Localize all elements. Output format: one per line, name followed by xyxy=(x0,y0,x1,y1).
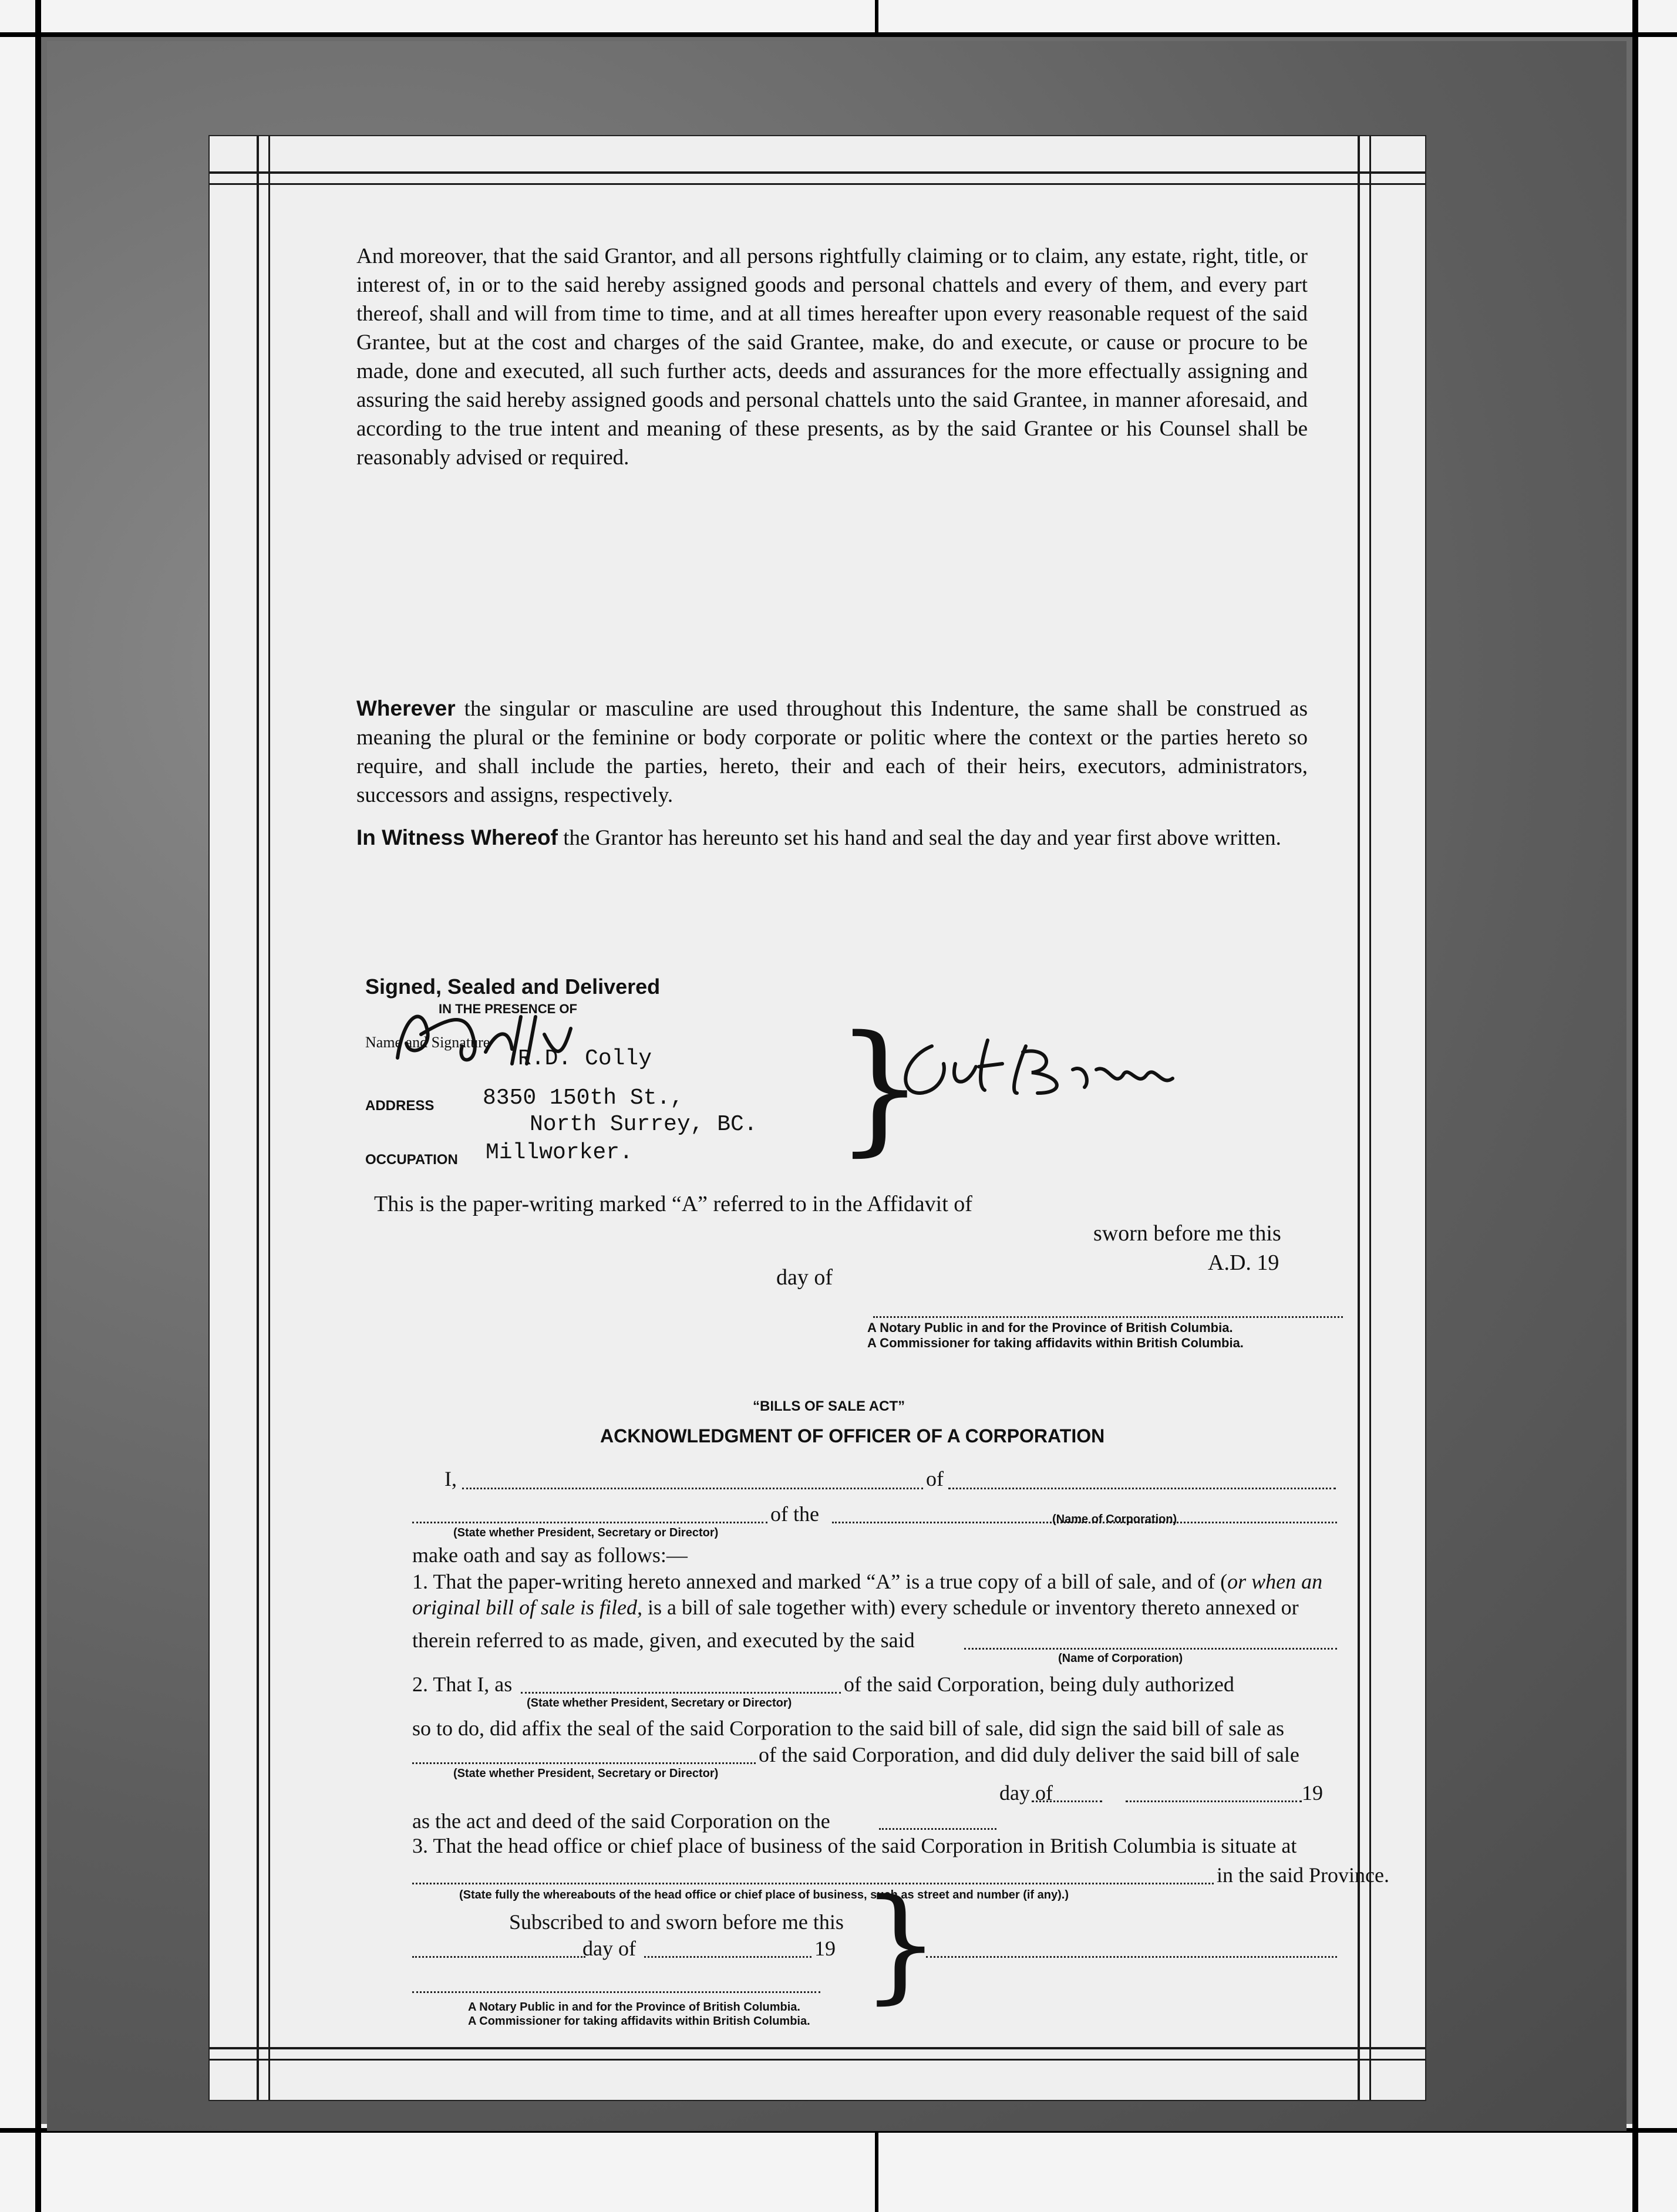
ack-item-1-c: is a bill of sale together with) every schedule or inventory thereto annexed or xyxy=(642,1596,1299,1619)
film-border-top xyxy=(0,0,1677,35)
address-line-2: North Surrey, BC. xyxy=(530,1112,757,1137)
witness-name-value: R.D. Colly xyxy=(518,1046,652,1071)
ack-office-line xyxy=(412,1522,767,1523)
border-rule-left-2 xyxy=(268,136,270,2100)
ack-whereabouts-hint: (State fully the whereabouts of the head office or chief place of business, such as street and number (if any).) xyxy=(459,1889,1069,1901)
affidavit-day-of: day of xyxy=(776,1265,833,1290)
ack-item-2-a: 2. That I, as xyxy=(412,1673,513,1696)
name-signature-label: Name and Signature xyxy=(365,1034,490,1051)
film-border-right xyxy=(1636,0,1677,2212)
ack-on-the-line xyxy=(879,1828,996,1830)
ack-sub-day-of: day of xyxy=(582,1937,636,1960)
border-rule-right xyxy=(1358,136,1360,2100)
paragraph-wherever-text: the singular or masculine are used throughout this Indenture, the same shall be construed as meaning the plural or the feminine or body corporate or politic where the context or the parties hereto so require, and shall include the parties, hereto, their and each of their heirs, executors, administrators, successors and assigns, respectively. xyxy=(356,697,1308,807)
notary-signature-line xyxy=(873,1316,1343,1318)
ack-nineteen: 19 xyxy=(1302,1781,1323,1805)
ack-subscribed: Subscribed to and sworn before me this xyxy=(509,1910,844,1934)
ack-sign-as-line xyxy=(412,1762,756,1764)
ack-title: ACKNOWLEDGMENT OF OFFICER OF A CORPORATION xyxy=(600,1425,1105,1446)
ack-name-corp-hint-2: (Name of Corporation) xyxy=(1058,1652,1183,1665)
ack-as-line xyxy=(521,1692,841,1694)
paragraph-moreover xyxy=(356,242,1308,472)
ack-notary-1: A Notary Public in and for the Province of British Columbia. xyxy=(468,2001,800,2014)
ack-sub-day-line xyxy=(412,1956,585,1958)
affidavit-notary-1: A Notary Public in and for the Province of British Columbia. xyxy=(867,1320,1233,1335)
affidavit-line: This is the paper-writing marked “A” referred to in the Affidavit of xyxy=(374,1192,972,1216)
ack-notary-2: A Commissioner for taking affidavits within British Columbia. xyxy=(468,2015,810,2028)
ack-oath: make oath and say as follows:— xyxy=(412,1543,688,1567)
paragraph-witness-lead: In Witness Whereof xyxy=(356,825,558,849)
paragraph-moreover-text: And moreover, that the said Grantor, and all persons rightfully claiming or to claim, any estate, right, title, or interest of, in or to the said hereby assigned goods and personal chattels and every of them, and every part thereof, shall and will from time to time, and at all times hereafter upon every reasonable request of the said Grantee, but at the cost and charges of the said Grantee, make, do and execute, or cause or procure to be made, done and executed, all such further acts, deeds and assurances for the more effectually assigning and assuring the said hereby assigned goods and personal chattels unto the said Grantee, in manner aforesaid, and according to the true intent and meaning of these presents, as by the said Grantee or his Counsel shall be reasonably advised or required. xyxy=(356,244,1308,470)
ack-brace: } xyxy=(861,1872,940,2016)
ack-item-1 xyxy=(412,1569,1352,1620)
ack-office-address-line xyxy=(412,1883,1214,1884)
ack-name-line xyxy=(462,1488,923,1489)
ack-item-1-a: 1. That the paper-writing hereto annexed and marked “A” is a true copy of a bill of sale, and of ( xyxy=(412,1570,1228,1593)
ack-state-hint-1: (State whether President, Secretary or Director) xyxy=(453,1526,719,1539)
affidavit-ad: A.D. 19 xyxy=(1208,1250,1279,1275)
ack-act-deed: as the act and deed of the said Corporation on the xyxy=(412,1809,830,1833)
ack-item-2-d: of the said Corporation, and did duly deliver the said bill of sale xyxy=(759,1743,1299,1766)
occupation-label: OCCUPATION xyxy=(365,1152,458,1168)
ack-act-label: “BILLS OF SALE ACT” xyxy=(753,1398,905,1414)
film-frame-line-right xyxy=(1632,0,1638,2212)
ack-item-3: 3. That the head office or chief place of business of the said Corporation in British Columbia is situate at xyxy=(412,1834,1297,1857)
ack-item-1-d: therein referred to as made, given, and executed by the said xyxy=(412,1628,915,1652)
ack-sub-month-line xyxy=(644,1956,811,1958)
border-rule-bottom-2 xyxy=(210,2059,1425,2061)
ack-day-of: day of xyxy=(999,1781,1053,1805)
ack-of-line xyxy=(948,1488,1336,1489)
ack-of-the-label: of the xyxy=(770,1502,819,1526)
ack-sub-nineteen: 19 xyxy=(814,1937,836,1960)
ack-item-2-b: of the said Corporation, being duly authorized xyxy=(844,1673,1234,1696)
border-rule-right-2 xyxy=(1369,136,1371,2100)
signed-heading: Signed, Sealed and Delivered xyxy=(365,975,661,999)
paragraph-witness-text: the Grantor has hereunto set his hand and seal the day and year first above written. xyxy=(557,826,1281,850)
border-rule-top-2 xyxy=(210,183,1425,185)
film-tick-top xyxy=(875,0,878,35)
affidavit-sworn: sworn before me this xyxy=(1093,1221,1281,1246)
document-page xyxy=(208,135,1426,2101)
paragraph-witness xyxy=(356,823,1308,852)
ack-of-label: of xyxy=(926,1467,944,1491)
ack-i-label: I, xyxy=(444,1467,457,1491)
film-frame-line-top xyxy=(0,32,1677,37)
ack-notary-line xyxy=(412,1991,820,1993)
signature-brace: } xyxy=(835,1005,925,1169)
paragraph-wherever-lead: Wherever xyxy=(356,696,456,720)
ack-in-province: in the said Province. xyxy=(1217,1863,1389,1887)
ack-month-line xyxy=(1126,1800,1302,1802)
ack-state-hint-2: (State whether President, Secretary or Director) xyxy=(527,1697,792,1709)
witness-signature xyxy=(386,993,585,1075)
affidavit-notary-2: A Commissioner for taking affidavits within British Columbia. xyxy=(867,1336,1244,1350)
address-line-1: 8350 150th St., xyxy=(483,1085,684,1111)
ack-state-hint-3: (State whether President, Secretary or Director) xyxy=(453,1767,719,1780)
border-rule-top xyxy=(210,171,1425,174)
ack-item-1-b: or when an original bill of sale is filed, xyxy=(412,1570,1323,1619)
film-frame-line-left xyxy=(35,0,41,2212)
ack-deponent-line xyxy=(926,1956,1337,1958)
border-rule-bottom xyxy=(210,2047,1425,2049)
paragraph-wherever xyxy=(356,694,1308,810)
ack-said-corp-line xyxy=(964,1648,1337,1650)
film-border-bottom xyxy=(0,2124,1677,2212)
border-rule-left xyxy=(257,136,259,2100)
film-tick-bottom xyxy=(875,2131,878,2212)
address-label: ADDRESS xyxy=(365,1098,435,1114)
occupation-value: Millworker. xyxy=(486,1140,633,1165)
presence-label: IN THE PRESENCE OF xyxy=(439,1002,577,1016)
ack-name-corp-hint-1: (Name of Corporation) xyxy=(1052,1513,1177,1526)
grantor-signature xyxy=(891,1023,1220,1111)
ack-item-2-c: so to do, did affix the seal of the said Corporation to the said bill of sale, did sign the said bill of sale as xyxy=(412,1717,1285,1740)
